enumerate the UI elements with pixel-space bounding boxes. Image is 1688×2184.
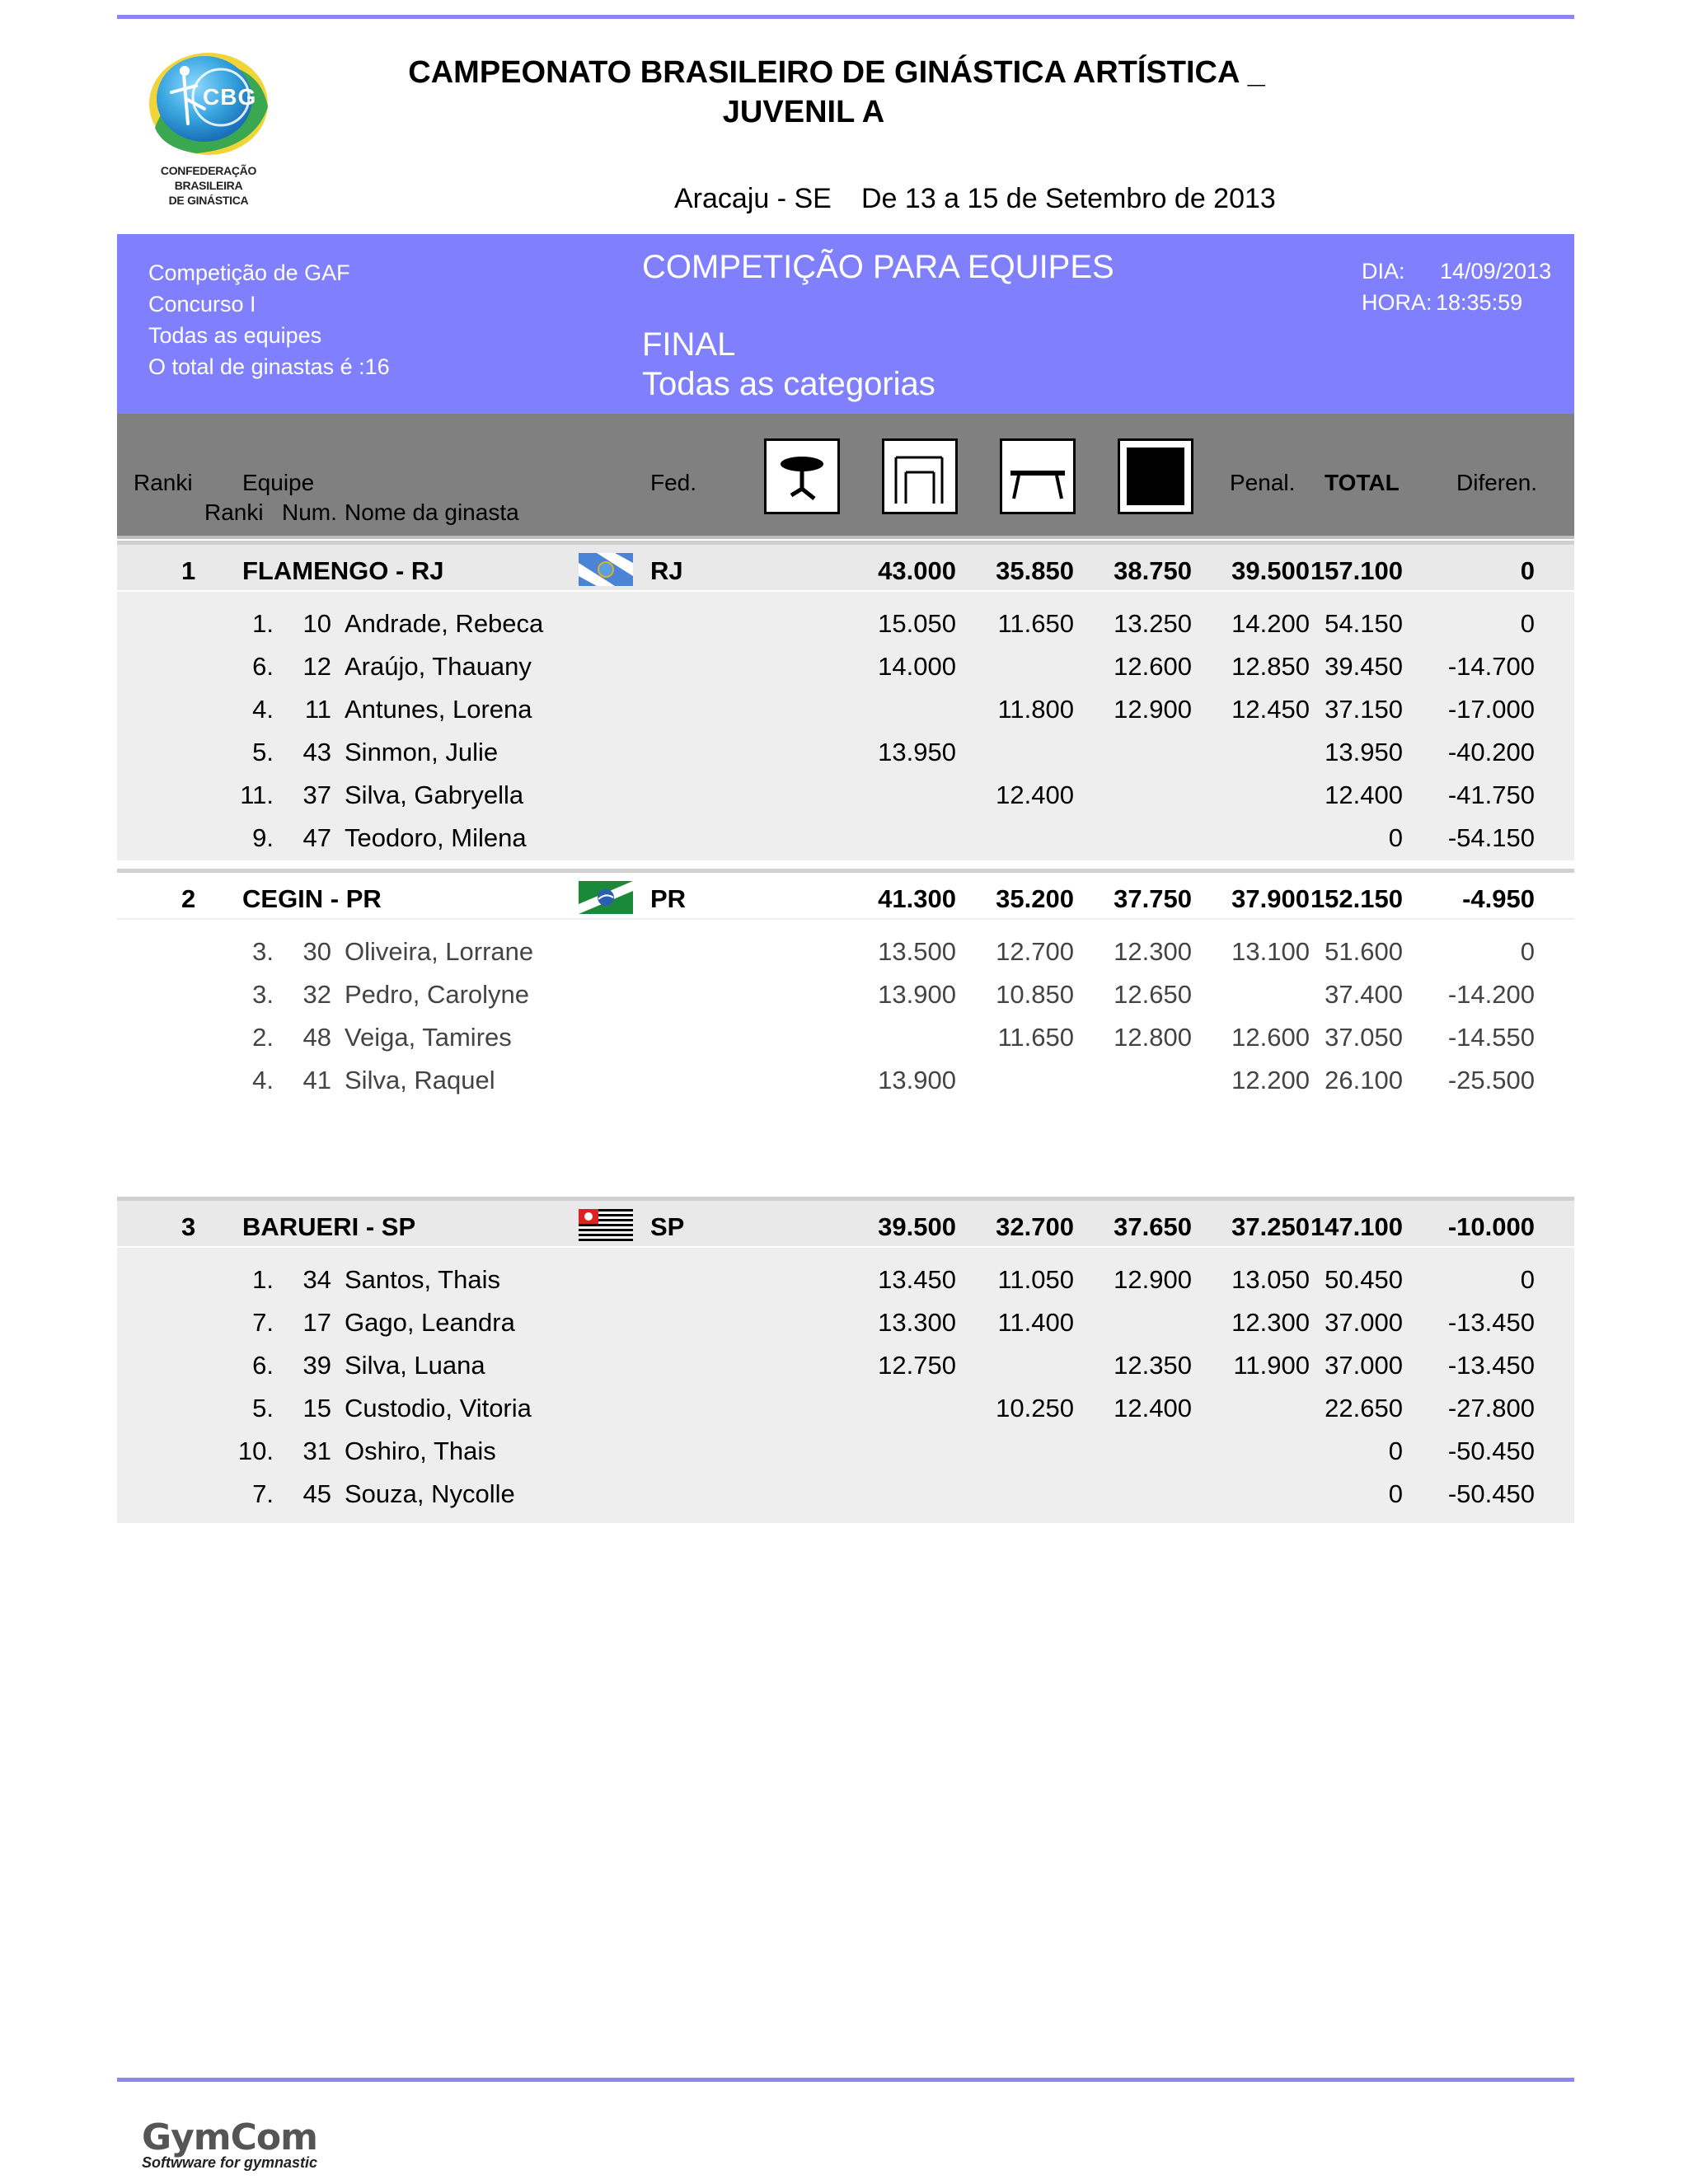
rio-de-janeiro-flag-icon <box>579 553 633 586</box>
logo-caption: CONFEDERAÇÃO BRASILEIRA DE GINÁSTICA <box>160 164 257 207</box>
day-value: 14/09/2013 <box>1440 259 1552 284</box>
table-row: 4. 11 Antunes, Lorena 11.800 12.900 12.450 37.150 -17.000 <box>252 695 1535 724</box>
parana-flag-icon <box>579 881 633 914</box>
table-row: 4. 41 Silva, Raquel 13.900 12.200 26.100 -25.500 <box>252 1066 1535 1094</box>
table-row: 7. 45 Souza, Nycolle 0 -50.450 <box>252 1479 1535 1508</box>
logo-text: CBG <box>203 84 257 110</box>
table-row: 1. 34 Santos, Thais 13.450 11.050 12.900 13.050 50.450 0 <box>252 1265 1535 1294</box>
team-row: 2 CEGIN - PR PR 41.300 35.200 37.750 37.900 152.150 -4.950 <box>117 869 1574 920</box>
floor-exercise-icon <box>1118 438 1193 514</box>
day-label: DIA: <box>1362 259 1405 284</box>
table-row: 9. 47 Teodoro, Milena 0 -54.150 <box>252 823 1535 852</box>
bottom-rule <box>117 2078 1574 2082</box>
balance-beam-icon <box>1000 438 1076 514</box>
col-rank: Ranki <box>134 470 193 495</box>
competition-banner <box>117 234 1574 414</box>
table-row: 3. 30 Oliveira, Lorrane 13.500 12.700 12.300 13.100 51.600 0 <box>252 937 1535 966</box>
page-title: CAMPEONATO BRASILEIRO DE GINÁSTICA ARTÍSTICA _ JUVENIL A <box>408 55 1265 129</box>
col-team: Equipe <box>242 470 315 495</box>
col-penal: Penal. <box>1230 470 1296 495</box>
team-block <box>117 1197 1574 1523</box>
competition-type: COMPETIÇÃO PARA EQUIPES <box>642 249 1114 285</box>
competition-phase: FINAL <box>642 326 736 363</box>
table-row: 5. 15 Custodio, Vitoria 10.250 12.400 22.650 -27.800 <box>252 1394 1535 1422</box>
col-sub-rank: Ranki <box>204 499 264 525</box>
event-dates: De 13 a 15 de Setembro de 2013 <box>861 183 1276 214</box>
vault-icon <box>764 438 840 514</box>
table-row: 7. 17 Gago, Leandra 13.300 11.400 12.300 37.000 -13.450 <box>252 1308 1535 1337</box>
competition-category: Todas as categorias <box>642 366 935 402</box>
column-header <box>117 414 1574 539</box>
event-place: Aracaju - SE <box>674 183 832 214</box>
team-block <box>117 541 1574 860</box>
col-gymnast: Nome da ginasta <box>345 499 519 525</box>
col-fed: Fed. <box>650 470 697 495</box>
competition-meta: Competição de GAF Concurso I Todas as equipes O total de ginastas é :16 <box>148 260 390 379</box>
team-row: 1 FLAMENGO - RJ RJ 43.000 35.850 38.750 39.500 157.100 0 <box>117 541 1574 592</box>
table-row: 2. 48 Veiga, Tamires 11.650 12.800 12.600 37.050 -14.550 <box>252 1023 1535 1052</box>
table-row: 11. 37 Silva, Gabryella 12.400 12.400 -41.750 <box>240 780 1535 809</box>
col-num: Num. <box>282 499 337 525</box>
table-row: 5. 43 Sinmon, Julie 13.950 13.950 -40.200 <box>252 738 1535 766</box>
team-row: 3 BARUERI - SP SP 39.500 32.700 37.650 37.250 147.100 -10.000 <box>117 1197 1574 1248</box>
hour-value: 18:35:59 <box>1436 290 1523 315</box>
col-total: TOTAL <box>1325 470 1400 495</box>
table-row: 1. 10 Andrade, Rebeca 15.050 11.650 13.250 14.200 54.150 0 <box>252 609 1535 638</box>
gymcom-tagline: Softwware for gymnastic <box>142 2154 318 2171</box>
hour-label: HORA: <box>1362 290 1432 315</box>
uneven-bars-icon <box>882 438 958 514</box>
gymcom-logo: GymCom <box>142 2116 318 2158</box>
table-row: 6. 12 Araújo, Thauany 14.000 12.600 12.850 39.450 -14.700 <box>252 652 1535 681</box>
table-row: 10. 31 Oshiro, Thais 0 -50.450 <box>237 1436 1535 1465</box>
table-row: 3. 32 Pedro, Carolyne 13.900 10.850 12.650 37.400 -14.200 <box>252 980 1535 1009</box>
top-rule <box>117 15 1574 19</box>
sao-paulo-flag-icon <box>579 1209 633 1242</box>
table-row: 6. 39 Silva, Luana 12.750 12.350 11.900 37.000 -13.450 <box>252 1351 1535 1380</box>
col-diff: Diferen. <box>1456 470 1538 495</box>
team-block <box>117 869 1574 1099</box>
